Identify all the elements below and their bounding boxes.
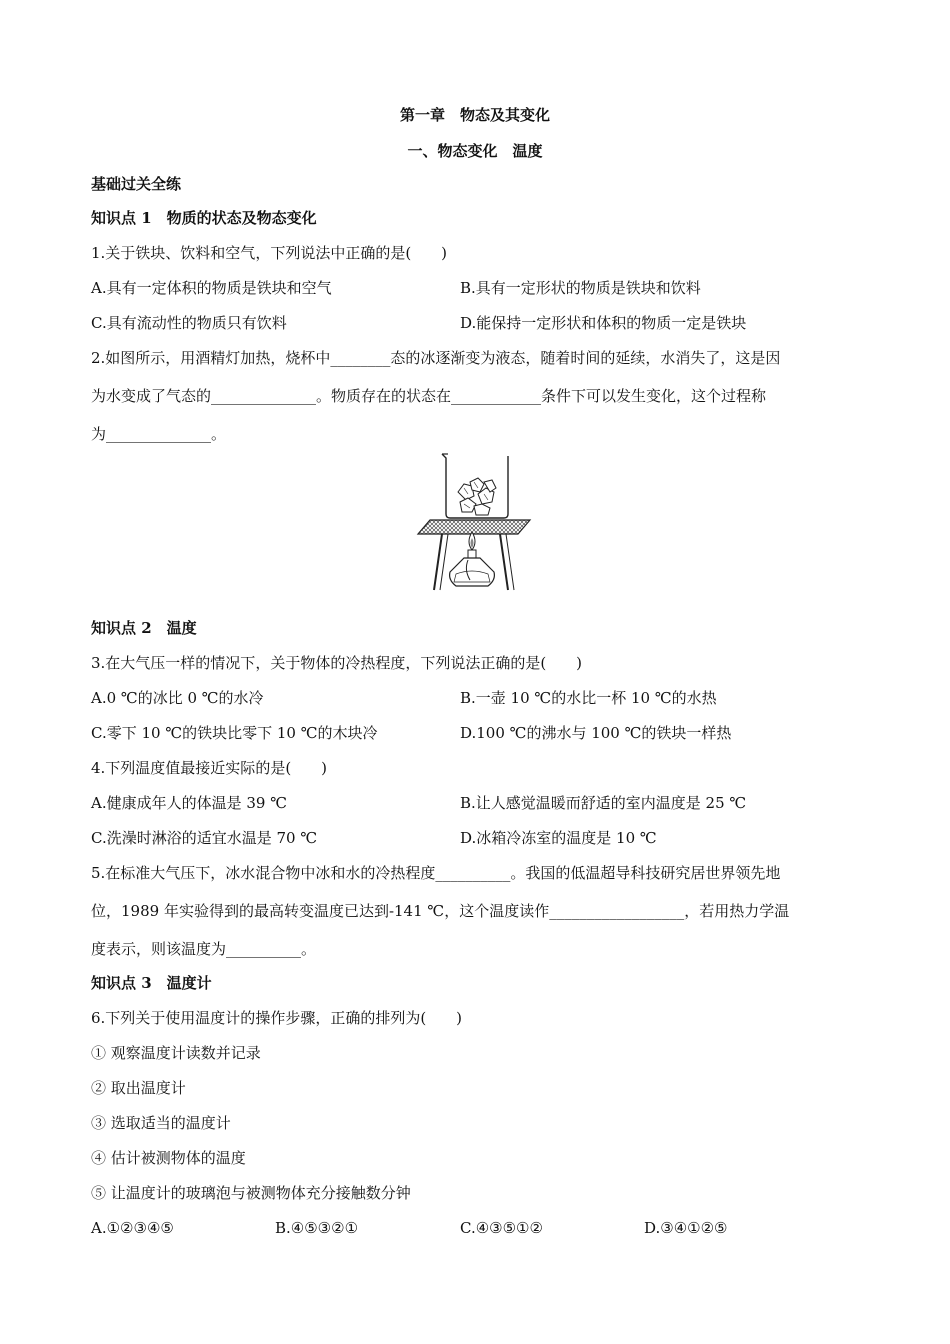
q4-option-c: C.洗澡时淋浴的适宜水温是 70 ℃ — [91, 829, 318, 847]
q2-line-3: 为______________。 — [91, 425, 227, 443]
q1-option-b: B.具有一定形状的物质是铁块和饮料 — [460, 279, 701, 297]
q3-option-c: C.零下 10 ℃的铁块比零下 10 ℃的木块冷 — [91, 724, 378, 742]
q6-option-d: D.③④①②⑤ — [644, 1219, 728, 1237]
q5-line-1: 5.在标准大气压下，冰水混合物中冰和水的冷热程度__________。我国的低温超导科技研究居世界领先地 — [91, 864, 781, 882]
knowledge-point-3: 知识点 3 温度计 — [91, 974, 212, 992]
chapter-title: 第一章 物态及其变化 — [399, 106, 550, 124]
q6-step-5: ⑤ 让温度计的玻璃泡与被测物体充分接触数分钟 — [91, 1184, 411, 1202]
q2-line-2: 为水变成了气态的______________。物质存在的状态在____________条件下可以发生变化，这个过程称 — [91, 387, 767, 405]
practice-heading: 基础过关全练 — [91, 175, 182, 193]
q3-stem: 3.在大气压一样的情况下，关于物体的冷热程度，下列说法正确的是( ) — [91, 654, 583, 672]
q3-option-b: B.一壶 10 ℃的水比一杯 10 ℃的水热 — [460, 689, 717, 707]
q4-stem: 4.下列温度值最接近实际的是( ) — [91, 759, 328, 777]
q5-line-2: 位，1989 年实验得到的最高转变温度已达到-141 ℃，这个温度读作__________________，若用热力学温 — [91, 902, 790, 920]
knowledge-point-2: 知识点 2 温度 — [91, 619, 197, 637]
alcohol-lamp-beaker-figure — [412, 452, 537, 594]
q6-step-2: ② 取出温度计 — [91, 1079, 186, 1097]
q6-stem: 6.下列关于使用温度计的操作步骤，正确的排列为( ) — [91, 1009, 463, 1027]
knowledge-point-1: 知识点 1 物质的状态及物态变化 — [91, 209, 317, 227]
q6-step-4: ④ 估计被测物体的温度 — [91, 1149, 246, 1167]
q2-line-1: 2.如图所示，用酒精灯加热，烧杯中________态的冰逐渐变为液态，随着时间的延续，水消失了，这是因 — [91, 349, 781, 367]
q3-option-a: A.0 ℃的冰比 0 ℃的水冷 — [91, 689, 264, 707]
q4-option-a: A.健康成年人的体温是 39 ℃ — [91, 794, 288, 812]
q6-step-3: ③ 选取适当的温度计 — [91, 1114, 231, 1132]
q5-line-3: 度表示，则该温度为__________。 — [91, 940, 317, 958]
q6-option-b: B.④⑤③②① — [275, 1219, 359, 1237]
q1-option-a: A.具有一定体积的物质是铁块和空气 — [91, 279, 332, 297]
q4-option-d: D.冰箱冷冻室的温度是 10 ℃ — [460, 829, 657, 847]
q1-option-c: C.具有流动性的物质只有饮料 — [91, 314, 287, 332]
q6-step-1: ① 观察温度计读数并记录 — [91, 1044, 261, 1062]
section-title: 一、物态变化 温度 — [407, 142, 543, 160]
q6-option-c: C.④③⑤①② — [460, 1219, 543, 1237]
q1-option-d: D.能保持一定形状和体积的物质一定是铁块 — [460, 314, 747, 332]
q1-stem: 1.关于铁块、饮料和空气，下列说法中正确的是( ) — [91, 244, 448, 262]
q6-option-a: A.①②③④⑤ — [91, 1219, 174, 1237]
q4-option-b: B.让人感觉温暖而舒适的室内温度是 25 ℃ — [460, 794, 747, 812]
q3-option-d: D.100 ℃的沸水与 100 ℃的铁块一样热 — [460, 724, 732, 742]
